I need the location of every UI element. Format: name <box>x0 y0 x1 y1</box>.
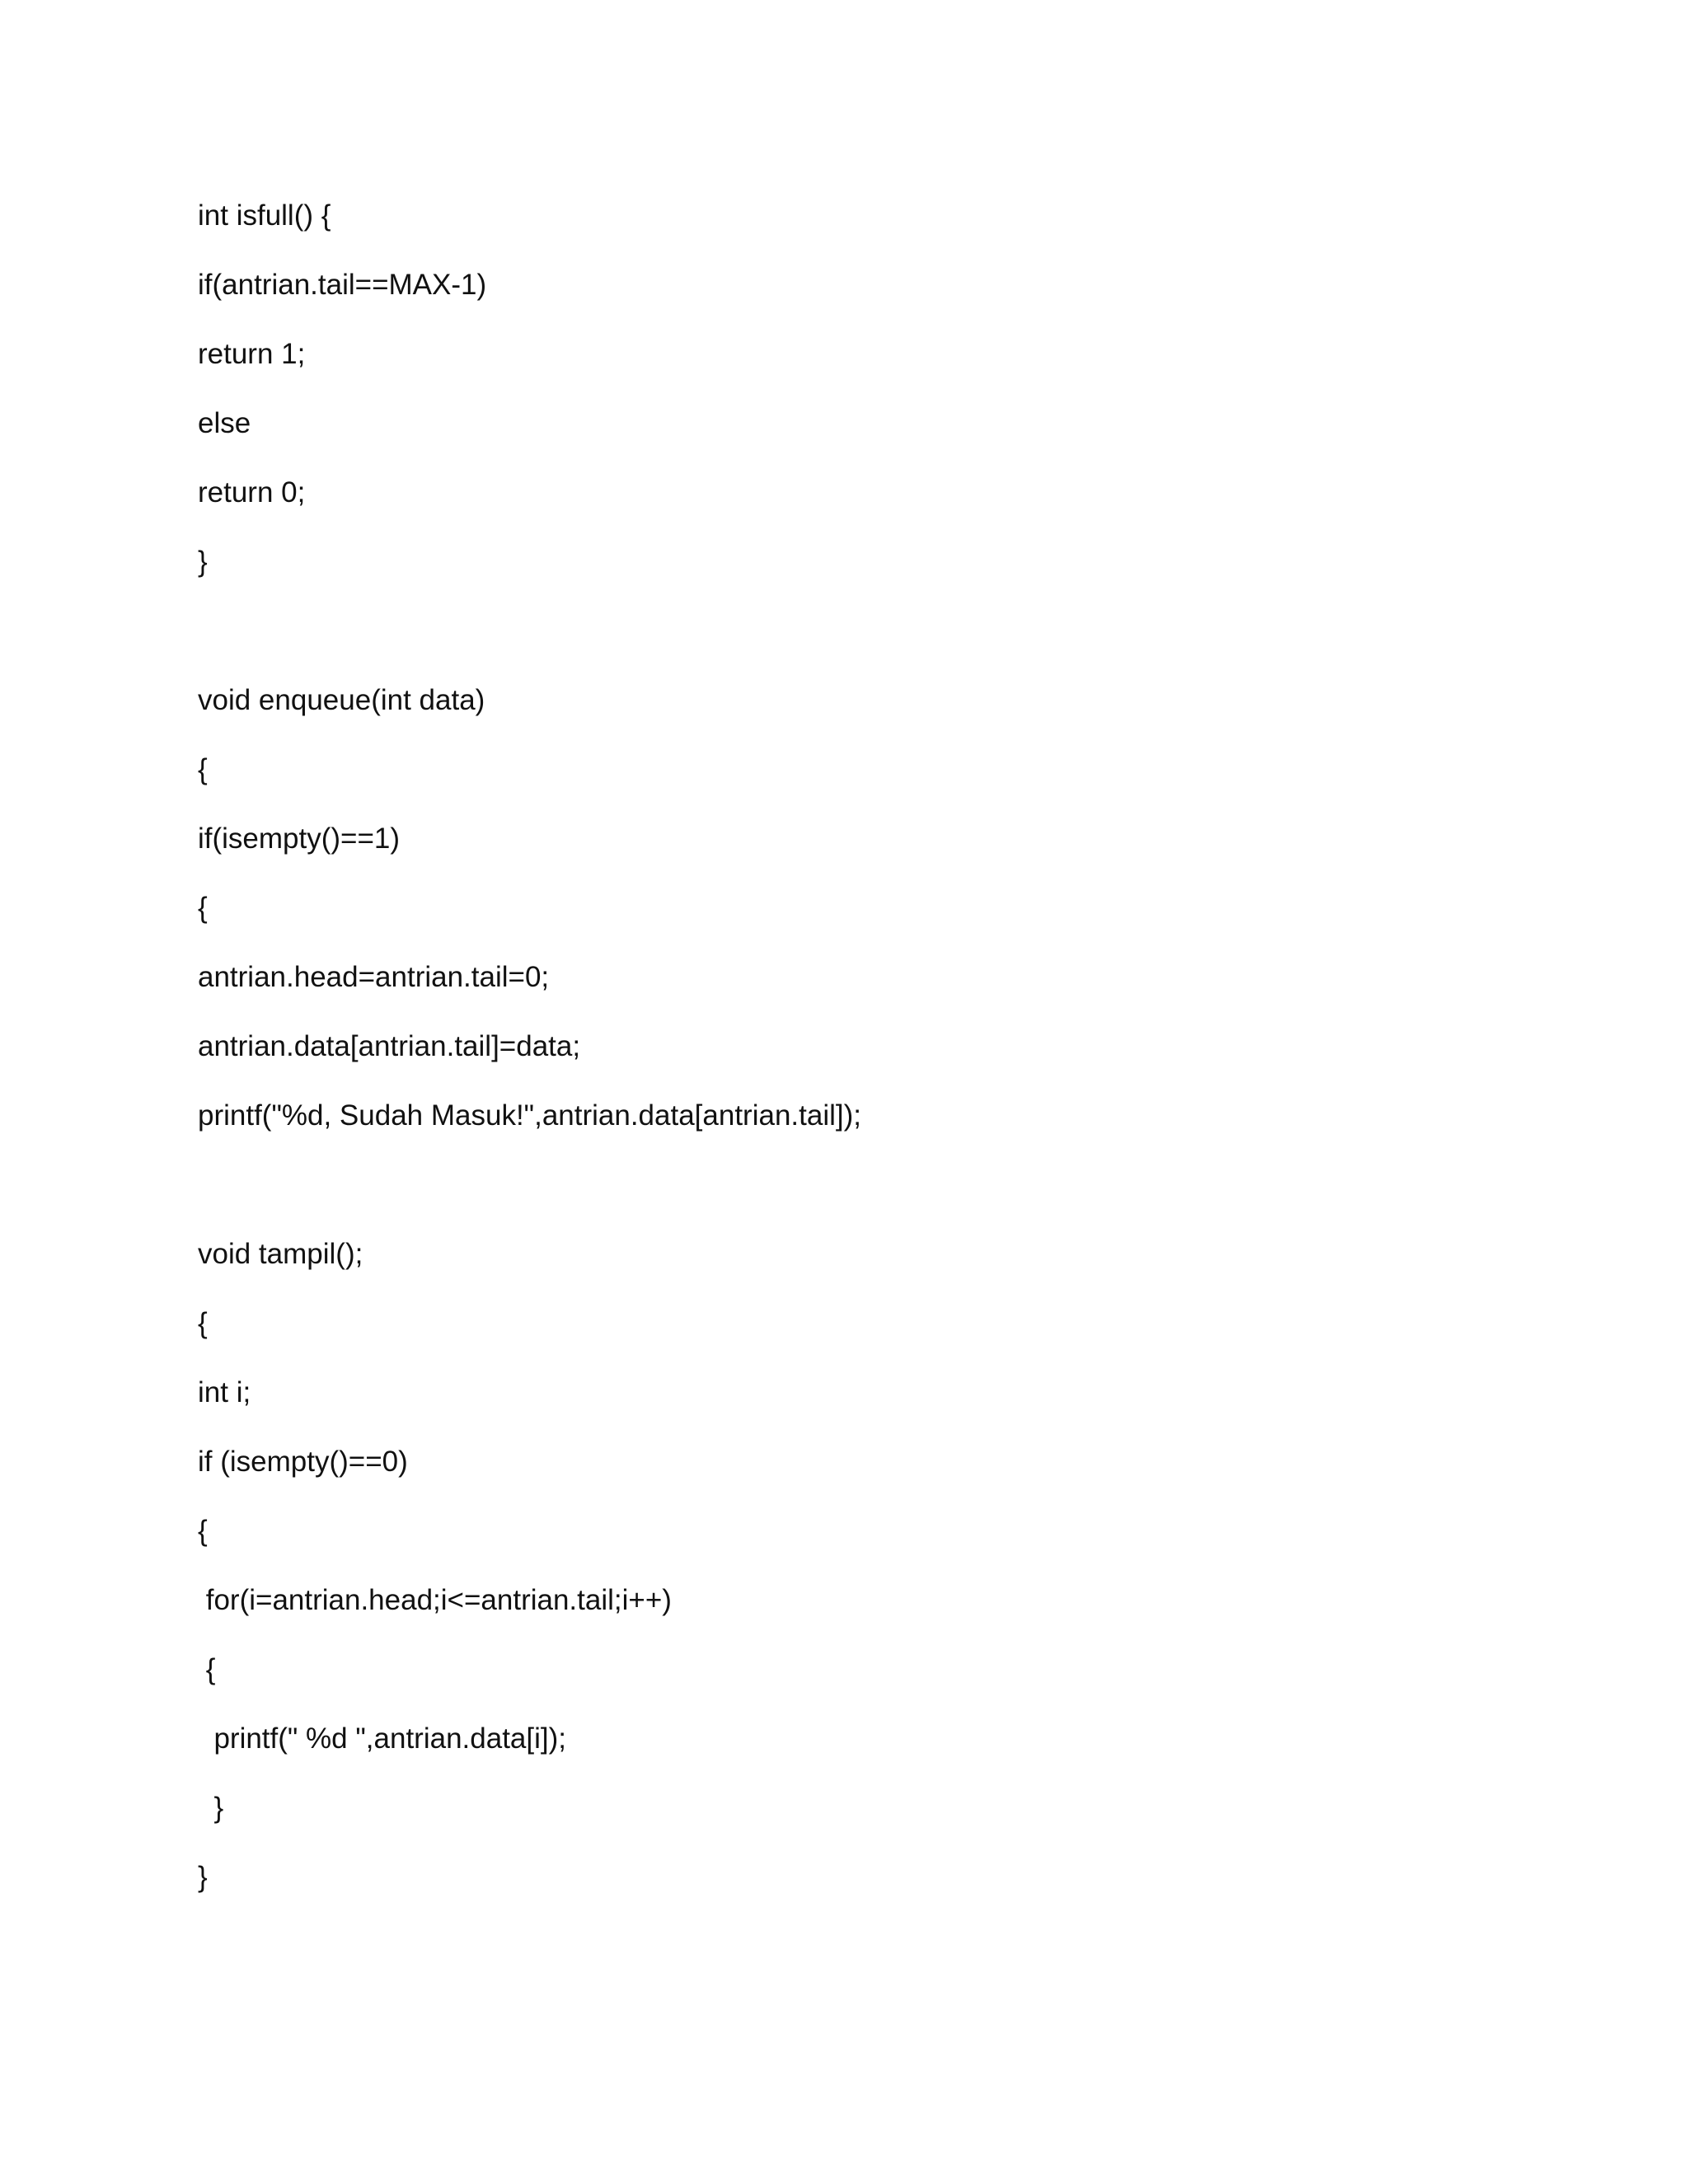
code-line: { <box>198 753 208 785</box>
code-line: for(i=antrian.head;i<=antrian.tail;i++) <box>198 1584 672 1616</box>
code-line: { <box>198 892 208 924</box>
code-line: if(antrian.tail==MAX-1) <box>198 269 487 301</box>
code-line: antrian.data[antrian.tail]=data; <box>198 1030 581 1062</box>
code-line: antrian.head=antrian.tail=0; <box>198 961 550 993</box>
code-line: int isfull() { <box>198 199 331 232</box>
code-line: { <box>198 1653 216 1685</box>
code-line: void enqueue(int data) <box>198 684 485 716</box>
code-line: if (isempty()==0) <box>198 1446 408 1478</box>
code-line: printf(" %d ",antrian.data[i]); <box>198 1722 566 1755</box>
code-line: else <box>198 407 251 439</box>
code-line: } <box>198 1792 224 1824</box>
code-line: } <box>198 1861 208 1893</box>
code-line: { <box>198 1515 208 1547</box>
code-line: int i; <box>198 1376 251 1408</box>
code-line: void tampil(); <box>198 1238 363 1270</box>
code-line: } <box>198 546 208 578</box>
code-line: return 0; <box>198 476 306 509</box>
code-line: return 1; <box>198 338 306 370</box>
code-line: { <box>198 1307 208 1339</box>
code-line: if(isempty()==1) <box>198 823 401 855</box>
code-line: printf("%d, Sudah Masuk!",antrian.data[antrian.tail]); <box>198 1099 861 1132</box>
